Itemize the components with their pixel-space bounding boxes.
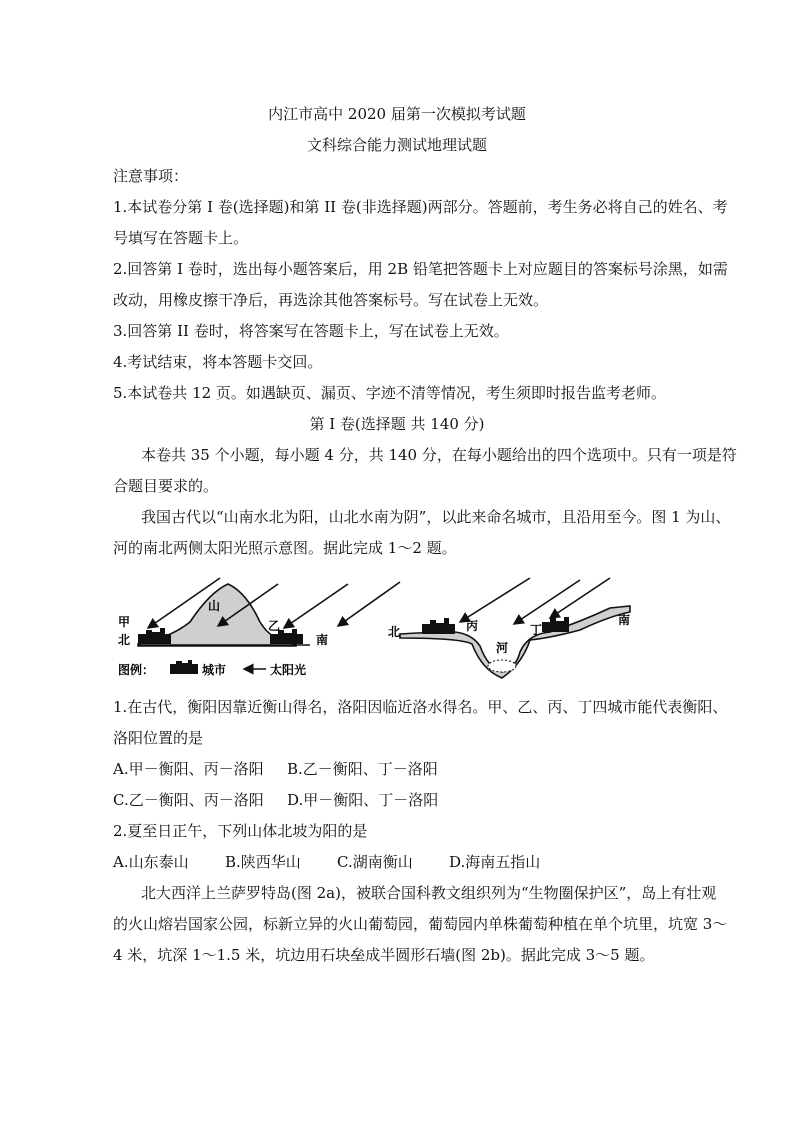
- question-2-stem: 2.夏至日正午，下列山体北坡为阳的是: [113, 822, 368, 840]
- sunlight-arrow: [460, 578, 530, 622]
- notice-item-4: 4.考试结束，将本答题卡交回。: [113, 353, 323, 371]
- city-jia: [138, 628, 171, 644]
- label-shan: 山: [208, 599, 221, 613]
- notice-heading: 注意事项：: [113, 167, 189, 185]
- question-1-stem-cont: 洛阳位置的是: [113, 729, 204, 747]
- label-south-right: 南: [618, 613, 631, 627]
- q1-option-d: D.甲－衡阳、丁－洛阳: [287, 791, 439, 809]
- label-south-left: 南: [316, 633, 329, 647]
- exam-subtitle: 文科综合能力测试地理试题: [306, 136, 487, 154]
- sunlight-arrow: [514, 580, 580, 624]
- notice-item-2: 2.回答第 I 卷时，选出每小题答案后，用 2B 铅笔把答题卡上对应题目的答案标号涂黑，如需: [113, 260, 728, 278]
- q1-option-a: A.甲－衡阳、丙－洛阳: [113, 760, 264, 778]
- label-jia: 甲: [118, 615, 131, 629]
- river-diagram: [388, 578, 630, 678]
- passage-2-cont2: 4 米，坑深 1～1.5 米，坑边用石块垒成半圆形石墙(图 2b)。据此完成 3～5 题。: [113, 946, 655, 964]
- notice-item-3: 3.回答第 II 卷时，将答案写在答题卡上，写在试卷上无效。: [113, 322, 509, 340]
- q1-option-b: B.乙－衡阳、丁－洛阳: [287, 760, 438, 778]
- notice-item-1: 1.本试卷分第 I 卷(选择题)和第 II 卷(非选择题)两部分。答题前，考生务必将自己的姓名、考: [113, 198, 728, 216]
- passage-2-cont: 的火山熔岩国家公园，标新立异的火山葡萄园，葡萄园内单株葡萄种植在单个坑里，坑宽 3～: [113, 915, 728, 933]
- label-north-right: 北: [388, 625, 401, 639]
- q2-option-b: B.陕西华山: [225, 853, 301, 871]
- label-he: 河: [496, 641, 509, 655]
- notice-item-1-cont: 号填写在答题卡上。: [113, 229, 249, 247]
- mountain-diagram: [118, 578, 400, 647]
- label-bing: 丙: [466, 619, 479, 633]
- legend-sunlight: 太阳光: [270, 663, 307, 677]
- city-ding: [542, 617, 569, 632]
- figure-1: [110, 572, 650, 684]
- q2-option-a: A.山东泰山: [113, 853, 189, 871]
- passage-1: 我国古代以“山南水北为阳，山北水南为阴”，以此来命名城市，且沿用至今。图 1 为山、: [141, 508, 731, 526]
- label-yi: 乙: [268, 619, 281, 633]
- notice-item-5: 5.本试卷共 12 页。如遇缺页、漏页、字迹不清等情况，考生须即时报告监考老师。: [113, 384, 666, 402]
- q1-option-c: C.乙－衡阳、丙－洛阳: [113, 791, 264, 809]
- river-water: [488, 660, 516, 672]
- exam-title: 内江市高中 2020 届第一次模拟考试题: [268, 105, 526, 123]
- label-north-left: 北: [118, 633, 131, 647]
- passage-2: 北大西洋上兰萨罗特岛(图 2a)，被联合国科教文组织列为“生物圈保护区”，岛上有壮观: [141, 884, 717, 902]
- legend-label: 图例：: [118, 663, 155, 677]
- legend-city-icon: [170, 660, 198, 674]
- q2-option-d: D.海南五指山: [449, 853, 541, 871]
- legend-city: 城市: [202, 663, 227, 677]
- passage-1-cont: 河的南北两侧太阳光照示意图。据此完成 1～2 题。: [113, 539, 457, 557]
- section-intro: 本卷共 35 个小题，每小题 4 分，共 140 分，在每小题给出的四个选项中。只有一项是符: [141, 446, 737, 464]
- figure-legend: [118, 660, 306, 677]
- sunlight-arrow: [284, 584, 348, 628]
- question-1-stem: 1.在古代，衡阳因靠近衡山得名，洛阳因临近洛水得名。甲、乙、丙、丁四城市能代表衡阳、: [113, 698, 728, 716]
- city-bing: [422, 618, 455, 634]
- q2-option-c: C.湖南衡山: [337, 853, 413, 871]
- notice-item-2-cont: 改动，用橡皮擦干净后，再选涂其他答案标号。写在试卷上无效。: [113, 291, 549, 309]
- label-ding: 丁: [530, 623, 543, 637]
- section-title: 第 I 卷(选择题 共 140 分): [309, 415, 485, 433]
- section-intro-cont: 合题目要求的。: [113, 477, 219, 495]
- sunlight-arrow: [338, 582, 400, 626]
